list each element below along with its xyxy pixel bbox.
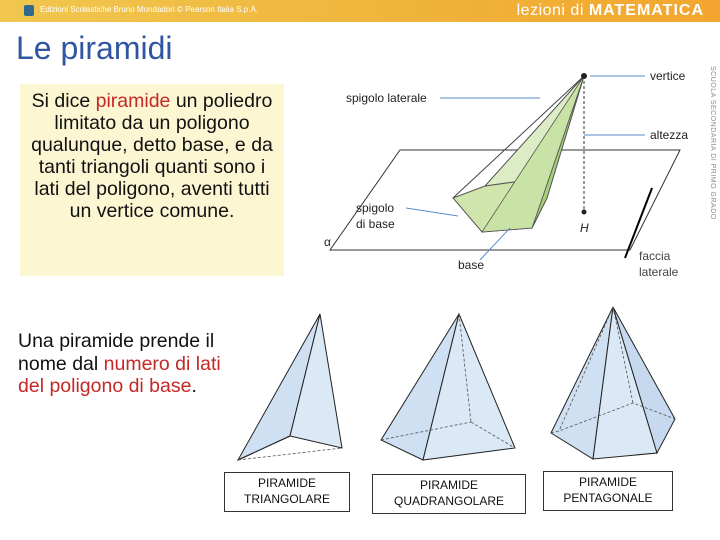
header-bar (0, 0, 720, 22)
label-h: H (580, 221, 589, 235)
caption-pentagonale (543, 471, 673, 511)
definition-box (20, 84, 284, 276)
caption-quadrangolare-line1: PIRAMIDE (419, 478, 478, 492)
label-laterale: laterale (639, 265, 679, 279)
caption-quadrangolare-line2: QUADRANGOLARE (393, 494, 505, 508)
caption-pentagonale-line1: PIRAMIDE (578, 475, 637, 489)
label-faccia: faccia (639, 249, 671, 263)
brand-prefix: lezioni di (516, 2, 584, 19)
definition-text-after: un poliedro limitato da un poligono qualunque, detto base, e da tanti triangoli quanti sono i lati del poligono, aventi tutti un vertice comune. (31, 90, 273, 222)
label-spigolo-laterale: spigolo laterale (346, 91, 427, 105)
caption-triangolare (224, 472, 350, 512)
foot-point (582, 210, 587, 215)
triangular-pyramid (232, 310, 350, 470)
naming-text-after: . (191, 375, 197, 397)
pentagonal-pyramid (545, 303, 680, 468)
naming-highlight: numero di lati del poligono di base (18, 352, 221, 397)
vertex-point (581, 73, 587, 79)
caption-quadrangolare (372, 474, 526, 514)
caption-triangolare-line1: PIRAMIDE (257, 476, 316, 490)
label-base: base (458, 258, 485, 272)
label-altezza: altezza (650, 128, 689, 142)
naming-paragraph (18, 330, 228, 398)
side-label: SCUOLA SECONDARIA DI PRIMO GRADO (709, 66, 716, 220)
definition-text-before: Si dice (31, 90, 96, 112)
page-title: Le piramidi (16, 30, 173, 66)
definition-keyword: piramide (95, 90, 171, 112)
quadrangular-pyramid (375, 310, 525, 465)
caption-pentagonale-line2: PENTAGONALE (563, 491, 653, 505)
label-di-base: di base (356, 217, 395, 231)
label-spigolo: spigolo (356, 201, 395, 215)
pyramid-diagram (300, 60, 700, 285)
brand-name: MATEMATICA (588, 2, 704, 19)
caption-triangolare-line2: TRIANGOLARE (243, 492, 330, 506)
naming-text-before: Una piramide prende il nome dal (18, 330, 215, 375)
side-strip (698, 22, 720, 540)
publisher-logo-icon (24, 5, 34, 16)
label-alpha: α (324, 235, 331, 249)
label-vertice: vertice (650, 69, 686, 83)
publisher-text: Edizioni Scolastiche Bruno Mondadori © Pearson Italia S.p.A. (40, 5, 259, 14)
brand-title (517, 2, 704, 20)
